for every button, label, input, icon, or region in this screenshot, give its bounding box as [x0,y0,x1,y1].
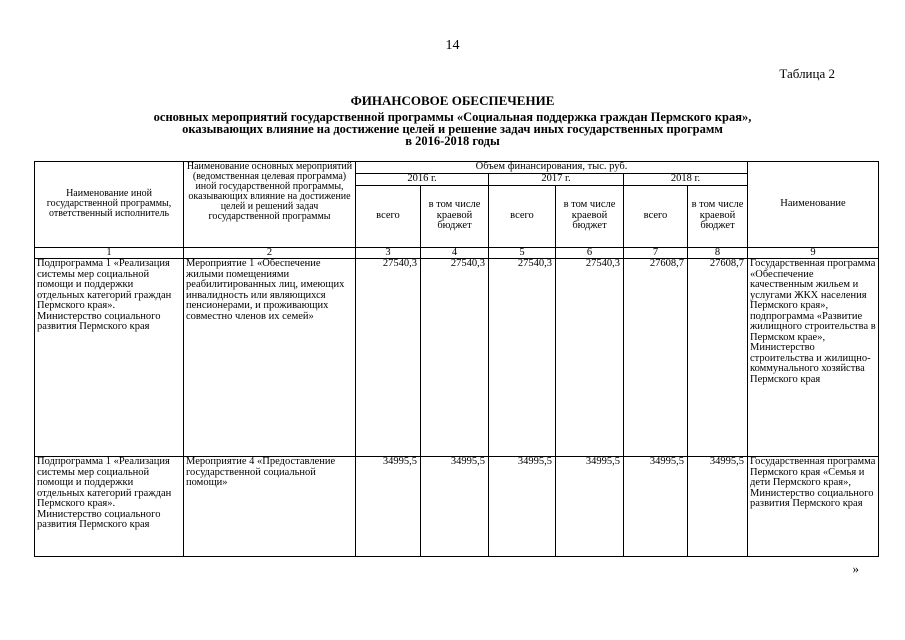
value-2017-total: 34995,5 [489,457,556,557]
column-number: 5 [489,247,556,259]
column-number: 6 [556,247,624,259]
column-number: 1 [35,247,184,259]
subtitle-line: в 2016-2018 годы [405,134,500,148]
header-regional-2018: в том числе краевой бюджет [688,185,748,247]
header-total-2018: всего [624,185,688,247]
column-number: 9 [748,247,879,259]
value-2017-regional: 27540,3 [556,259,624,457]
header-funding: Объем финансирования, тыс. руб. [356,162,748,174]
header-total-2016: всего [356,185,421,247]
header-year-2016: 2016 г. [356,174,489,186]
header-regional-2017: в том числе краевой бюджет [556,185,624,247]
value-2018-regional: 34995,5 [688,457,748,557]
column-number: 3 [356,247,421,259]
continuation-mark: » [852,561,859,576]
table-row [35,457,879,557]
value-2018-regional: 27608,7 [688,259,748,457]
header-activities: Наименование основных мероприятий (ведомственная целевая программа) иной государственной программы, оказывающих влияние на достижение целей и решений задач государственной программы [184,162,356,248]
value-2017-total: 27540,3 [489,259,556,457]
column-number: 7 [624,247,688,259]
table-label: Таблица 2 [779,66,835,81]
program-cell: Подпрограмма 1 «Реализация системы мер социальной помощи и поддержки отдельных категорий граждан Пермского края». Министерство социального развития Пермского края [35,259,184,457]
document-title: ФИНАНСОВОЕ ОБЕСПЕЧЕНИЕ [350,93,555,108]
column-number-row [35,247,879,259]
value-2016-regional: 34995,5 [421,457,489,557]
header-total-2017: всего [489,185,556,247]
financing-table [34,161,879,557]
program-name-cell: Государственная программа Пермского края «Семья и дети Пермского края», Министерство социального развития Пермского края [748,457,879,557]
table-row [35,259,879,457]
program-cell: Подпрограмма 1 «Реализация системы мер социальной помощи и поддержки отдельных категорий граждан Пермского края». Министерство социального развития Пермского края [35,457,184,557]
value-2016-regional: 27540,3 [421,259,489,457]
column-number: 8 [688,247,748,259]
page-number: 14 [445,38,460,53]
header-year-2018: 2018 г. [624,174,748,186]
column-number: 4 [421,247,489,259]
value-2016-total: 27540,3 [356,259,421,457]
value-2017-regional: 34995,5 [556,457,624,557]
value-2018-total: 27608,7 [624,259,688,457]
value-2016-total: 34995,5 [356,457,421,557]
column-number: 2 [184,247,356,259]
value-2018-total: 34995,5 [624,457,688,557]
activity-cell: Мероприятие 1 «Обеспечение жилыми помещениями реабилитированных лиц, имеющих инвалидность или являющихся пенсионерами, и проживающих совместно членов их семей» [184,259,356,457]
subtitle-line: основных мероприятий государственной программы «Социальная поддержка граждан Пермского края», [153,110,752,124]
header-name: Наименование [748,162,879,248]
header-year-2017: 2017 г. [489,174,624,186]
activity-cell: Мероприятие 4 «Предоставление государственной социальной помощи» [184,457,356,557]
header-regional-2016: в том числе краевой бюджет [421,185,489,247]
program-name-cell: Государственная программа «Обеспечение качественным жильем и услугами ЖКХ населения Пермского края», подпрограмма «Развитие жилищного строительства в Пермском крае», Министерство строительства и жилищно-коммунального хозяйства Пермского края [748,259,879,457]
document-subtitle [60,111,845,147]
subtitle-line: оказывающих влияние на достижение целей и решение задач иных государственных программ [182,122,723,136]
header-program-executor: Наименование иной государственной программы, ответственный исполнитель [35,162,184,248]
